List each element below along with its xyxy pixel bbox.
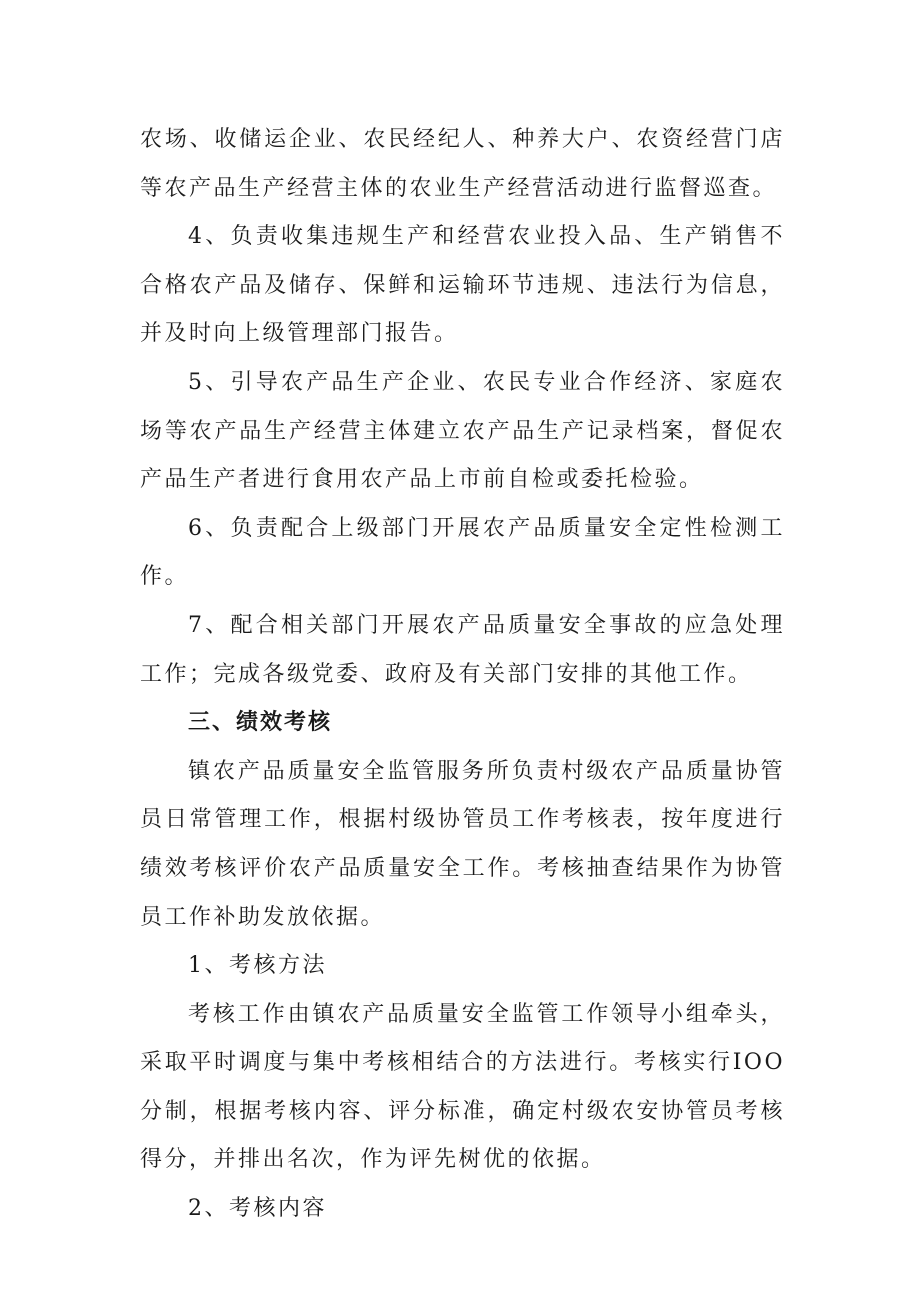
paragraph-assessment-method: 考核工作由镇农产品质量安全监管工作领导小组牵头，采取平时调度与集中考核相结合的方法进行。考核实行IOO分制，根据考核内容、评分标准，确定村级农安协管员考核得分，并排出名次，作为评先树优的依据。: [140, 1001, 785, 1173]
paragraph-item-5: 5、引导农产品生产企业、农民专业合作经济、家庭农场等农产品生产经营主体建立农产品生产记录档案，督促农产品生产者进行食用农产品上市前自检或委托检验。: [140, 369, 785, 493]
subheading-assessment-method: 1、考核方法: [188, 953, 327, 979]
paragraph-assessment-intro: 镇农产品质量安全监管服务所负责村级农产品质量协管员日常管理工作，根据村级协管员工作考核表，按年度进行绩效考核评价农产品质量安全工作。考核抽查结果作为协管员工作补助发放依据。: [140, 758, 785, 930]
document-body: [140, 116, 785, 1234]
section-heading-performance-assessment: 三、绩效考核: [188, 710, 333, 736]
paragraph-item-6: 6、负责配合上级部门开展农产品质量安全定性检测工作。: [140, 515, 785, 590]
paragraph-item-4: 4、负责收集违规生产和经营农业投入品、生产销售不合格农产品及储存、保鲜和运输环节违规、违法行为信息，并及时向上级管理部门报告。: [140, 224, 785, 347]
subheading-assessment-content: 2、考核内容: [188, 1196, 327, 1222]
paragraph-continuation: 农场、收储运企业、农民经纪人、种养大户、农资经营门店等农产品生产经营主体的农业生产经营活动进行监督巡查。: [140, 127, 785, 201]
paragraph-item-7: 7、配合相关部门开展农产品质量安全事故的应急处理工作；完成各级党委、政府及有关部门安排的其他工作。: [140, 612, 785, 687]
